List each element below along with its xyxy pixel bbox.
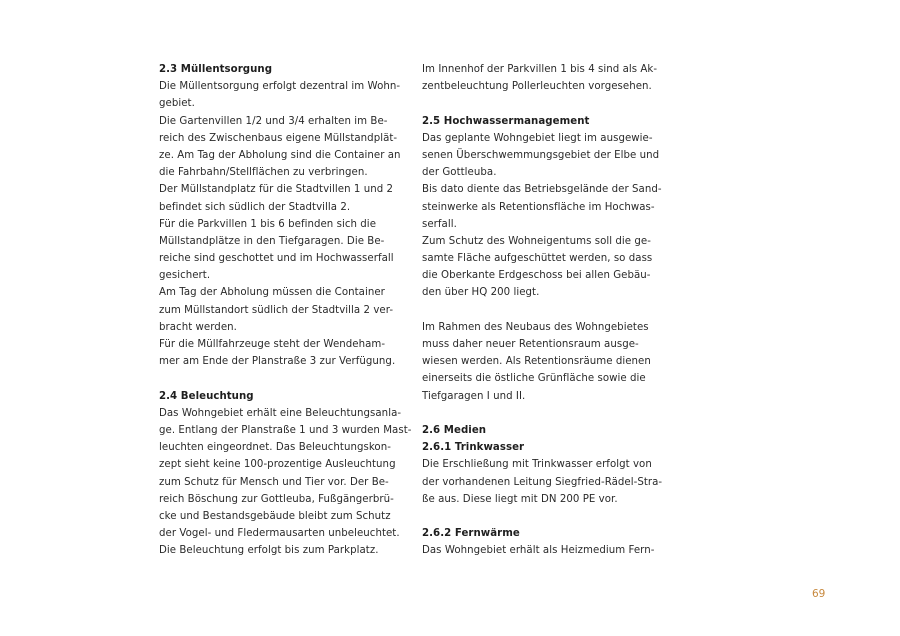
text-line: einerseits die östliche Grünfläche sowie die <box>422 373 646 385</box>
text-line: samte Fläche aufgeschüttet werden, so dass <box>422 253 653 265</box>
text-line: befindet sich südlich der Stadtvilla 2. <box>159 201 351 213</box>
text-line: Am Tag der Abholung müssen die Container <box>159 287 385 299</box>
text-line: ze. Am Tag der Abholung sind die Container an <box>159 149 401 161</box>
paragraph-gap <box>422 95 662 112</box>
text-line: Das Wohngebiet erhält als Heizmedium Fern- <box>422 545 655 557</box>
text-line: Der Müllstandplatz für die Stadtvillen 1 und 2 <box>159 184 394 196</box>
text-line: Bis dato diente das Betriebsgelände der Sand- <box>422 184 662 196</box>
subsection-heading: 2.6.2 Fernwärme <box>422 528 520 540</box>
text-line: zum Müllstandort südlich der Stadtvilla 2 ver- <box>159 304 394 316</box>
section-heading: 2.3 Müllentsorgung <box>159 64 273 75</box>
subsection-heading: 2.6.1 Trinkwasser <box>422 442 525 454</box>
left-column <box>159 61 412 559</box>
text-line: Im Innenhof der Parkvillen 1 bis 4 sind als Ak- <box>422 64 658 75</box>
text-line: cke und Bestandsgebäude bleibt zum Schutz <box>159 510 391 522</box>
text-line: Die Erschließung mit Trinkwasser erfolgt von <box>422 459 652 471</box>
section-medien <box>422 422 662 560</box>
section-mullentsorgung <box>159 61 399 370</box>
section-heading: 2.6 Medien <box>422 424 487 436</box>
text-line: Die Beleuchtung erfolgt bis zum Parkplatz. <box>159 545 379 557</box>
continuation-text <box>422 61 662 95</box>
text-line: Die Gartenvillen 1/2 und 3/4 erhalten im Be- <box>159 115 388 127</box>
text-line: steinwerke als Retentionsfläche im Hochwas- <box>422 201 655 213</box>
page-number: 69 <box>812 588 826 600</box>
text-line: leuchten eingeordnet. Das Beleuchtungskon- <box>159 442 391 454</box>
paragraph-gap <box>159 370 399 387</box>
text-line: zum Schutz für Mensch und Tier vor. Der Be- <box>159 476 389 488</box>
text-line: senen Überschwemmungsgebiet der Elbe und <box>422 149 660 161</box>
text-line: Müllstandplätze in den Tiefgaragen. Die Be- <box>159 235 385 247</box>
text-line: Für die Parkvillen 1 bis 6 befinden sich die <box>159 218 377 230</box>
text-line: ge. Entlang der Planstraße 1 und 3 wurden Mast- <box>159 424 412 436</box>
text-line: reich Böschung zur Gottleuba, Fußgängerbrü- <box>159 493 394 505</box>
text-line: Tiefgaragen I und II. <box>422 390 526 402</box>
text-line: der Gottleuba. <box>422 167 497 179</box>
paragraph-gap <box>422 405 662 422</box>
text-line: der Vogel- und Fledermausarten unbeleuchtet. <box>159 528 400 540</box>
text-line: den über HQ 200 liegt. <box>422 287 540 299</box>
text-line: die Oberkante Erdgeschoss bei allen Gebäu- <box>422 270 651 282</box>
text-line: der vorhandenen Leitung Siegfried-Rädel-Stra- <box>422 476 663 488</box>
section-heading: 2.4 Beleuchtung <box>159 390 254 402</box>
text-line: bracht werden. <box>159 321 237 333</box>
text-line: Zum Schutz des Wohneigentums soll die ge- <box>422 235 651 247</box>
text-line: Die Müllentsorgung erfolgt dezentral im Wohn- <box>159 81 401 93</box>
text-line: reiche sind geschottet und im Hochwasserfall <box>159 253 394 265</box>
text-line: zentbeleuchtung Pollerleuchten vorgesehen. <box>422 81 652 93</box>
paragraph-gap <box>422 302 662 319</box>
section-hochwassermanagement <box>422 113 662 405</box>
text-line: Das Wohngebiet erhält eine Beleuchtungsanla- <box>159 407 402 419</box>
right-column <box>422 61 662 559</box>
section-beleuchtung <box>159 388 412 560</box>
text-line: Das geplante Wohngebiet liegt im ausgewie- <box>422 132 653 144</box>
text-line: Im Rahmen des Neubaus des Wohngebietes <box>422 321 649 333</box>
text-line: Für die Müllfahrzeuge steht der Wendeham- <box>159 339 386 350</box>
text-line: wiesen werden. Als Retentionsräume dienen <box>422 356 651 368</box>
text-line: zept sieht keine 100-prozentige Ausleuchtung <box>159 459 396 471</box>
text-line: ße aus. Diese liegt mit DN 200 PE vor. <box>422 493 618 505</box>
text-line: muss daher neuer Retentionsraum ausge- <box>422 339 639 350</box>
text-line: die Fahrbahn/Stellflächen zu verbringen. <box>159 167 368 179</box>
text-line: reich des Zwischenbaus eigene Müllstandplät- <box>159 132 398 144</box>
text-line: gesichert. <box>159 270 211 282</box>
text-line: serfall. <box>422 218 457 230</box>
text-line: mer am Ende der Planstraße 3 zur Verfügung. <box>159 356 396 368</box>
section-heading: 2.5 Hochwassermanagement <box>422 115 590 127</box>
paragraph-gap <box>422 508 662 525</box>
text-line: gebiet. <box>159 98 195 110</box>
